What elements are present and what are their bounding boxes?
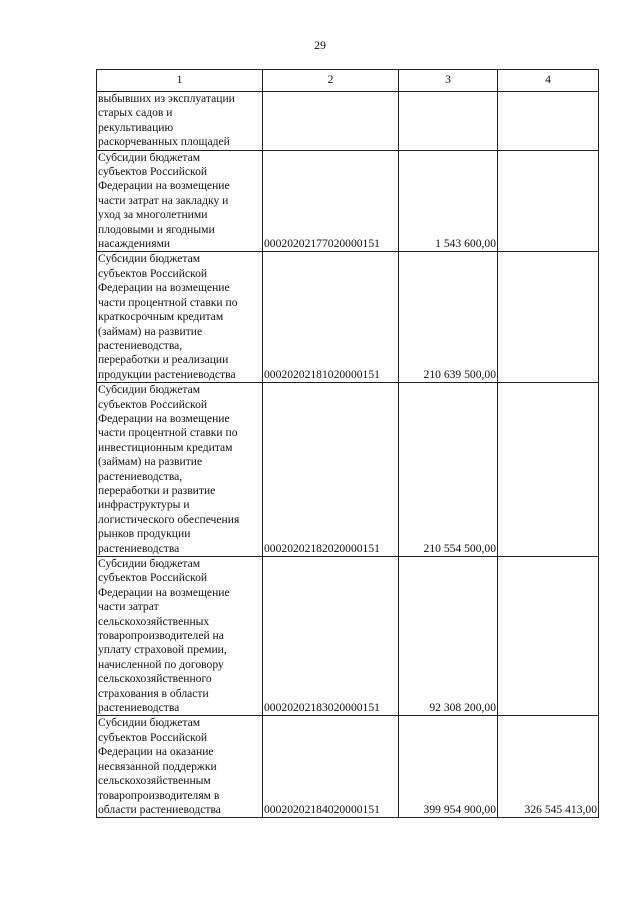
row-amount-col3: 92 308 200,00 <box>399 557 498 716</box>
table-row <box>97 252 599 383</box>
header-row <box>97 70 599 92</box>
row-code: 00020202182020000151 <box>263 383 399 557</box>
row-code: 00020202177020000151 <box>263 150 399 252</box>
row-amount-col3 <box>399 92 498 151</box>
row-amount-col3: 210 639 500,00 <box>399 252 498 383</box>
row-amount-col3: 1 543 600,00 <box>399 150 498 252</box>
page-number: 29 <box>314 38 326 52</box>
table-row <box>97 383 599 557</box>
table-row <box>97 150 599 252</box>
row-amount-col4: 326 545 413,00 <box>498 716 599 818</box>
row-amount-col4 <box>498 92 599 151</box>
row-amount-col4 <box>498 557 599 716</box>
table-row <box>97 716 599 818</box>
row-amount-col4 <box>498 252 599 383</box>
table-row <box>97 557 599 716</box>
row-code: 00020202181020000151 <box>263 252 399 383</box>
row-amount-col3: 210 554 500,00 <box>399 383 498 557</box>
budget-table <box>96 69 599 818</box>
row-amount-col4 <box>498 383 599 557</box>
table-row <box>97 92 599 151</box>
row-description: Субсидии бюджетам субъектов Российской Федерации на возмещение части процентной ставки по инвестиционным кредитам (займам) на развитие растениеводства, переработки и развитие инфраструктуры и логистического обеспечения рынков продукции растениеводства <box>97 383 263 557</box>
column-header-4: 4 <box>498 70 599 92</box>
row-amount-col4 <box>498 150 599 252</box>
column-header-2: 2 <box>263 70 399 92</box>
row-description: выбывших из эксплуатации старых садов и рекультивацию раскорчеванных площадей <box>97 92 263 151</box>
row-description: Субсидии бюджетам субъектов Российской Федерации на возмещение части затрат на закладку и уход за многолетними плодовыми и ягодными насаждениями <box>97 150 263 252</box>
column-header-3: 3 <box>399 70 498 92</box>
row-description: Субсидии бюджетам субъектов Российской Федерации на оказание несвязанной поддержки сельскохозяйственным товаропроизводителям в области растениеводства <box>97 716 263 818</box>
column-header-1: 1 <box>97 70 263 92</box>
row-code <box>263 92 399 151</box>
row-description: Субсидии бюджетам субъектов Российской Федерации на возмещение части процентной ставки по краткосрочным кредитам (займам) на развитие растениеводства, переработки и реализации продукции растениеводства <box>97 252 263 383</box>
row-code: 00020202183020000151 <box>263 557 399 716</box>
row-amount-col3: 399 954 900,00 <box>399 716 498 818</box>
row-description: Субсидии бюджетам субъектов Российской Федерации на возмещение части затрат сельскохозяйственных товаропроизводителей на уплату страховой премии, начисленной по договору сельскохозяйственного страхования в области растениеводства <box>97 557 263 716</box>
row-code: 00020202184020000151 <box>263 716 399 818</box>
